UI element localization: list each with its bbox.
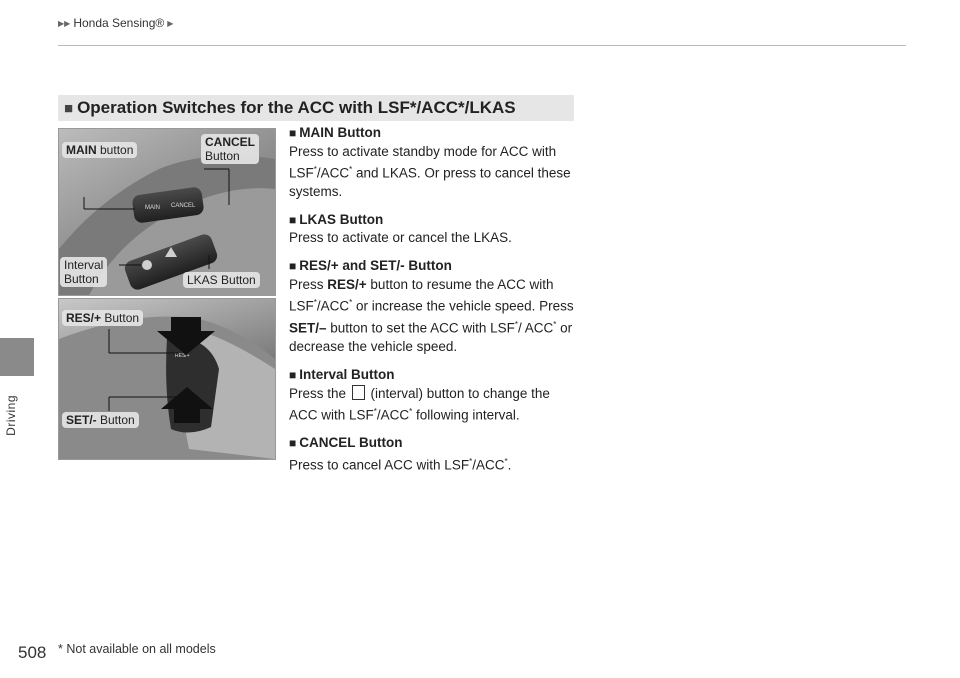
lkas-button-description xyxy=(289,211,579,248)
chapter-tab-label: Driving xyxy=(4,395,18,436)
res-set-button-description xyxy=(289,257,579,357)
breadcrumb-text: Honda Sensing® xyxy=(73,16,165,30)
main-button-description xyxy=(289,124,579,202)
lkas-button-text: Press to activate or cancel the LKAS. xyxy=(289,230,512,246)
interval-button-description xyxy=(289,366,579,425)
square-bullet-icon: ■ xyxy=(289,126,297,140)
interval-switch-icon xyxy=(142,260,152,270)
main-switch-text: MAIN xyxy=(145,205,160,211)
switch-descriptions xyxy=(289,124,579,484)
res-set-button-title: RES/+ and SET/- Button xyxy=(299,258,452,274)
square-bullet-icon: ■ xyxy=(289,212,297,227)
section-header xyxy=(58,95,574,121)
cancel-button-text: Press to cancel ACC with LSF*/ACC*. xyxy=(289,456,512,473)
cancel-switch-text: CANCEL xyxy=(171,203,196,209)
set-button-callout: SET/- Button xyxy=(62,412,139,428)
main-button-text: Press to activate standby mode for ACC with LSF*/ACC* and LKAS. Or press to cancel these systems. xyxy=(289,143,571,200)
res-set-button-text: Press RES/+ button to resume the ACC with LSF*/ACC* or increase the vehicle speed. Press SET/– button to set the ACC with LSF*/ ACC* or decrease the vehicle speed. xyxy=(289,276,574,355)
square-bullet-icon: ■ xyxy=(64,99,74,117)
main-button-title: MAIN Button xyxy=(299,125,381,140)
cancel-button-callout: CANCEL Button xyxy=(201,134,259,164)
main-button-callout: MAIN button xyxy=(62,142,137,158)
chapter-tab xyxy=(0,338,34,376)
breadcrumb xyxy=(58,16,173,30)
interval-icon xyxy=(352,385,365,400)
breadcrumb-arrow-icon: ▶ xyxy=(167,18,174,28)
res-switch-text: RES/+ xyxy=(175,353,190,359)
square-bullet-icon: ■ xyxy=(289,436,297,451)
header-divider xyxy=(58,45,906,46)
res-button-callout: RES/+ Button xyxy=(62,310,143,326)
lkas-button-callout: LKAS Button xyxy=(183,272,260,288)
lkas-button-title: LKAS Button xyxy=(299,211,384,227)
cancel-button-title: CANCEL Button xyxy=(299,435,403,451)
square-bullet-icon: ■ xyxy=(289,368,297,383)
figure-top-switches xyxy=(58,128,276,296)
footnote: * Not available on all models xyxy=(58,642,216,656)
section-title: Operation Switches for the ACC with LSF*/ACC*/LKAS xyxy=(77,98,516,117)
cancel-button-description xyxy=(289,434,579,475)
figure-bottom-switches xyxy=(58,298,276,460)
square-bullet-icon: ■ xyxy=(289,259,297,274)
interval-button-text: Press the (interval) button to change the ACC with LSF*/ACC* following interval. xyxy=(289,385,550,423)
page-number: 508 xyxy=(18,643,47,662)
breadcrumb-arrow-icon: ▶▶ xyxy=(58,18,71,28)
interval-button-title: Interval Button xyxy=(299,367,395,383)
interval-button-callout: Interval Button xyxy=(60,257,107,287)
